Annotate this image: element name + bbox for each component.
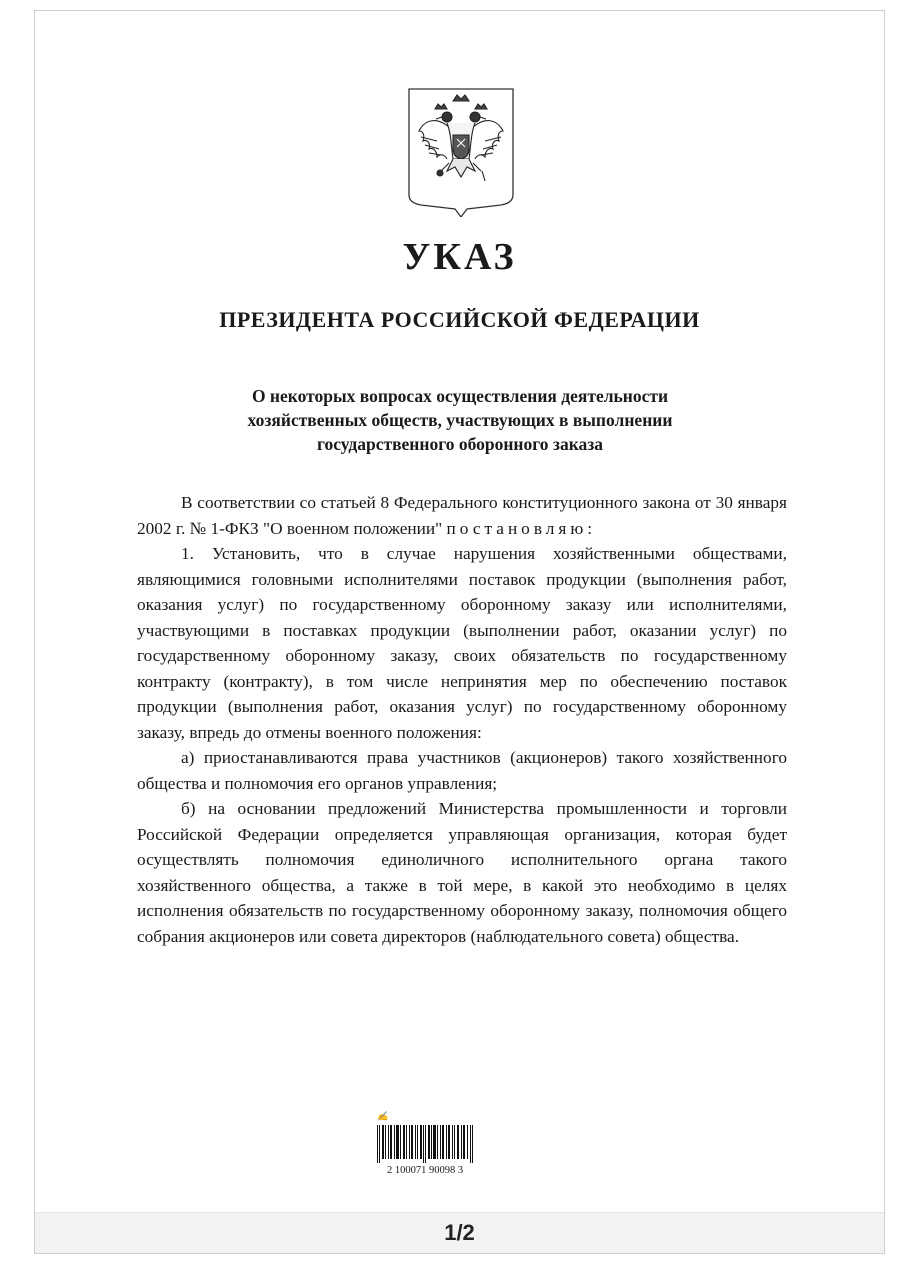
heading-line: хозяйственных обществ, участвующих в выполнении (247, 410, 673, 430)
barcode-bars (377, 1125, 473, 1163)
document-heading (135, 384, 785, 456)
preamble-paragraph (137, 490, 787, 541)
barcode (365, 1111, 485, 1181)
heading-line: О некоторых вопросах осуществления деятельности (251, 386, 669, 406)
decree-word: постановляю: (446, 518, 597, 538)
barcode-number: 2 100071 90098 3 (386, 1165, 464, 1176)
paragraph-1: 1. Установить, что в случае нарушения хозяйственными обществами, являющимися головными исполнителями поставок продукции (выполнения работ, оказания услуг) по государственному оборонному заказу или исполнителями, участвующими в поставках продукции (выполнении работ, оказании услуг) по государственному оборонному заказу, своих обязательств по государственному контракту (контракту), в том числе непринятия мер по обеспечению поставок продукции (выполнения работ, оказания услуг) по государственному оборонному заказу, впредь до отмены военного положения: (137, 544, 787, 742)
document-body (137, 490, 787, 949)
paragraph-a: а) приостанавливаются права участников (акционеров) такого хозяйственного общества и полномочия его органов управления; (137, 748, 787, 793)
page-indicator: 1/2 (444, 1220, 475, 1245)
barcode-mark-icon: ✍ (377, 1111, 389, 1121)
document-subtitle: ПРЕЗИДЕНТА РОССИЙСКОЙ ФЕДЕРАЦИИ (219, 307, 700, 332)
document-title: УКАЗ (402, 236, 517, 278)
heading-line: государственного оборонного заказа (316, 434, 604, 454)
paragraph-b: б) на основании предложений Министерства промышленности и торговли Российской Федерации определяется управляющая организация, которая будет осуществлять полномочия единоличного исполнительного органа такого хозяйственного общества, а также в той мере, в какой это необходимо в целях исполнения обязательств по государственному оборонному заказу, полномочия общего собрания акционеров или совета директоров (наблюдательного совета) общества. (137, 799, 787, 946)
document-page (35, 11, 884, 1215)
preamble-text: В соответствии со статьей 8 Федерального конституционного закона от 30 января 2002 г. № 1-ФКЗ "О военном положении" (137, 493, 787, 538)
page-footer (35, 1212, 884, 1253)
document-viewer[interactable] (34, 10, 885, 1254)
coat-of-arms-icon (407, 87, 515, 217)
